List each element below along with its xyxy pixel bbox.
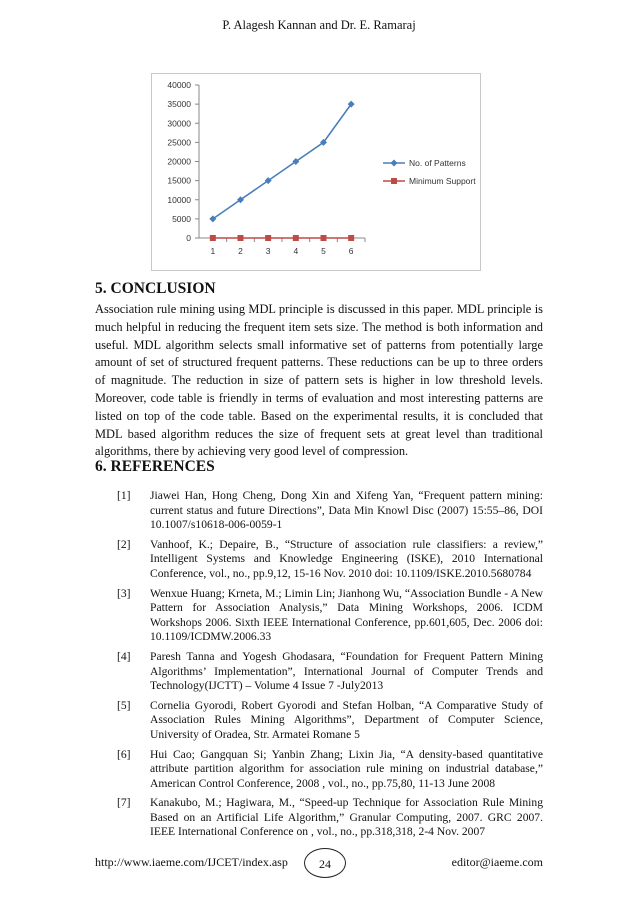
data-point xyxy=(293,235,299,241)
reference-item xyxy=(95,489,543,533)
y-tick-label: 40000 xyxy=(167,80,191,90)
footer-email: editor@iaeme.com xyxy=(451,855,543,869)
reference-item xyxy=(95,587,543,645)
y-tick-label: 25000 xyxy=(167,137,191,148)
x-tick-label: 2 xyxy=(238,246,243,256)
data-point xyxy=(265,235,271,241)
chart-svg xyxy=(151,73,481,271)
footer-url: http://www.iaeme.com/IJCET/index.asp xyxy=(95,855,288,869)
reference-item xyxy=(95,650,543,694)
reference-item xyxy=(95,538,543,582)
reference-text: Kanakubo, M.; Hagiwara, M., “Speed-up Technique for Association Rule Mining Based on an Artificial Life Algorithm,” Granular Computing, 2007. GRC 2007. IEEE International Conference on , vol., no., pp.318,318, 2-4 Nov. 2007 xyxy=(150,796,543,839)
reference-number: [1] xyxy=(117,489,131,502)
reference-number: [2] xyxy=(117,537,131,551)
x-tick-label: 4 xyxy=(293,246,299,256)
references-list xyxy=(95,489,543,845)
legend-marker xyxy=(391,178,397,184)
reference-text: Wenxue Huang; Krneta, M.; Limin Lin; Jianhong Wu, “Association Bundle - A New Pattern for Association Analysis,” Data Mining Workshops, 2006. ICDM Workshops 2006. Sixth IEEE International Conference, pp.601,605, Dec. 2006 doi: 10.1109/ICDMW.2006.33 xyxy=(150,586,543,644)
reference-number: [6] xyxy=(117,747,131,761)
y-tick-label: 15000 xyxy=(167,175,191,186)
reference-item xyxy=(95,699,543,743)
page-number: 24 xyxy=(304,848,346,878)
chart-frame xyxy=(152,74,481,271)
reference-text: Hui Cao; Gangquan Si; Yanbin Zhang; Lixin Jia, “A density-based quantitative attribute partition algorithm for association rule mining on industrial database,” American Control Conference, 2008 , vol., no., pp.75,80, 11-13 June 2008 xyxy=(150,747,543,790)
reference-number: [4] xyxy=(117,649,131,663)
reference-number: [7] xyxy=(117,796,131,810)
patterns-chart xyxy=(151,73,481,271)
references-heading: 6. REFERENCES xyxy=(95,458,215,475)
reference-text: Jiawei Han, Hong Cheng, Dong Xin and Xifeng Yan, “Frequent pattern mining: current status and future Directions”, Data Min Knowl Disc (2007) 15:55–86, DOI 10.1007/s10618-006-0059-1 xyxy=(150,489,543,532)
conclusion-section xyxy=(95,280,543,461)
reference-number: [3] xyxy=(117,586,131,600)
reference-text: Cornelia Gyorodi, Robert Gyorodi and Stefan Holban, “A Comparative Study of Association Rules Mining Algorithms”, Department of Computer Science, University of Oradea, Str. Armatei Romane 5 xyxy=(150,698,543,741)
reference-number: [5] xyxy=(117,698,131,712)
data-point xyxy=(348,235,354,241)
x-tick-label: 3 xyxy=(265,246,271,256)
y-tick-label: 20000 xyxy=(167,156,191,167)
x-tick-label: 6 xyxy=(348,246,354,256)
running-header: P. Alagesh Kannan and Dr. E. Ramaraj xyxy=(222,18,416,32)
legend-label: Minimum Support xyxy=(409,176,476,186)
y-tick-label: 35000 xyxy=(167,99,191,110)
y-tick-label: 0 xyxy=(186,233,191,243)
legend-label: No. of Patterns xyxy=(409,158,466,168)
data-point xyxy=(321,235,327,241)
x-tick-label: 5 xyxy=(321,246,326,256)
reference-text: Vanhoof, K.; Depaire, B., “Structure of association rule classifiers: a review,” Intelligent Systems and Knowledge Engineering (ISKE), 2010 International Conference, vol., no., pp.9,12, 15-16 Nov. 2010 doi: 10.1109/ISKE.2010.5680784 xyxy=(150,537,543,580)
page-footer xyxy=(0,848,638,876)
reference-text: Paresh Tanna and Yogesh Ghodasara, “Foundation for Frequent Pattern Mining Algorithms’ Implementation”, International Journal of Computer Trends and Technology(IJCTT) – Volume 4 Issue 7 -July2013 xyxy=(150,649,543,693)
data-point xyxy=(210,235,216,241)
conclusion-heading: 5. CONCLUSION xyxy=(95,280,216,297)
x-tick-label: 1 xyxy=(210,246,216,256)
y-tick-label: 5000 xyxy=(172,213,191,224)
reference-item xyxy=(95,748,543,792)
conclusion-text: Association rule mining using MDL principle is discussed in this paper. MDL principle is much helpful in reducing the frequent item sets size. The method is both information and useful. MDL algorithm selects small informative set of patterns from potentially large amount of set of structured frequent patterns. These reductions can be up to three orders of magnitude. The reduction in size of pattern sets is higher in low threshold levels. Moreover, code table is friendly in terms of evaluation and most interesting patterns are listed on top of the code table. Based on the experimental results, it is concluded that MDL based algorithm reduces the size of frequent sets at great level than traditional algorithms, there by achieving very good level of compression. xyxy=(95,302,543,459)
data-point xyxy=(238,235,244,241)
references-heading-wrap xyxy=(95,458,543,476)
y-tick-label: 30000 xyxy=(167,118,191,129)
reference-item xyxy=(95,796,543,840)
y-tick-label: 10000 xyxy=(167,194,191,205)
